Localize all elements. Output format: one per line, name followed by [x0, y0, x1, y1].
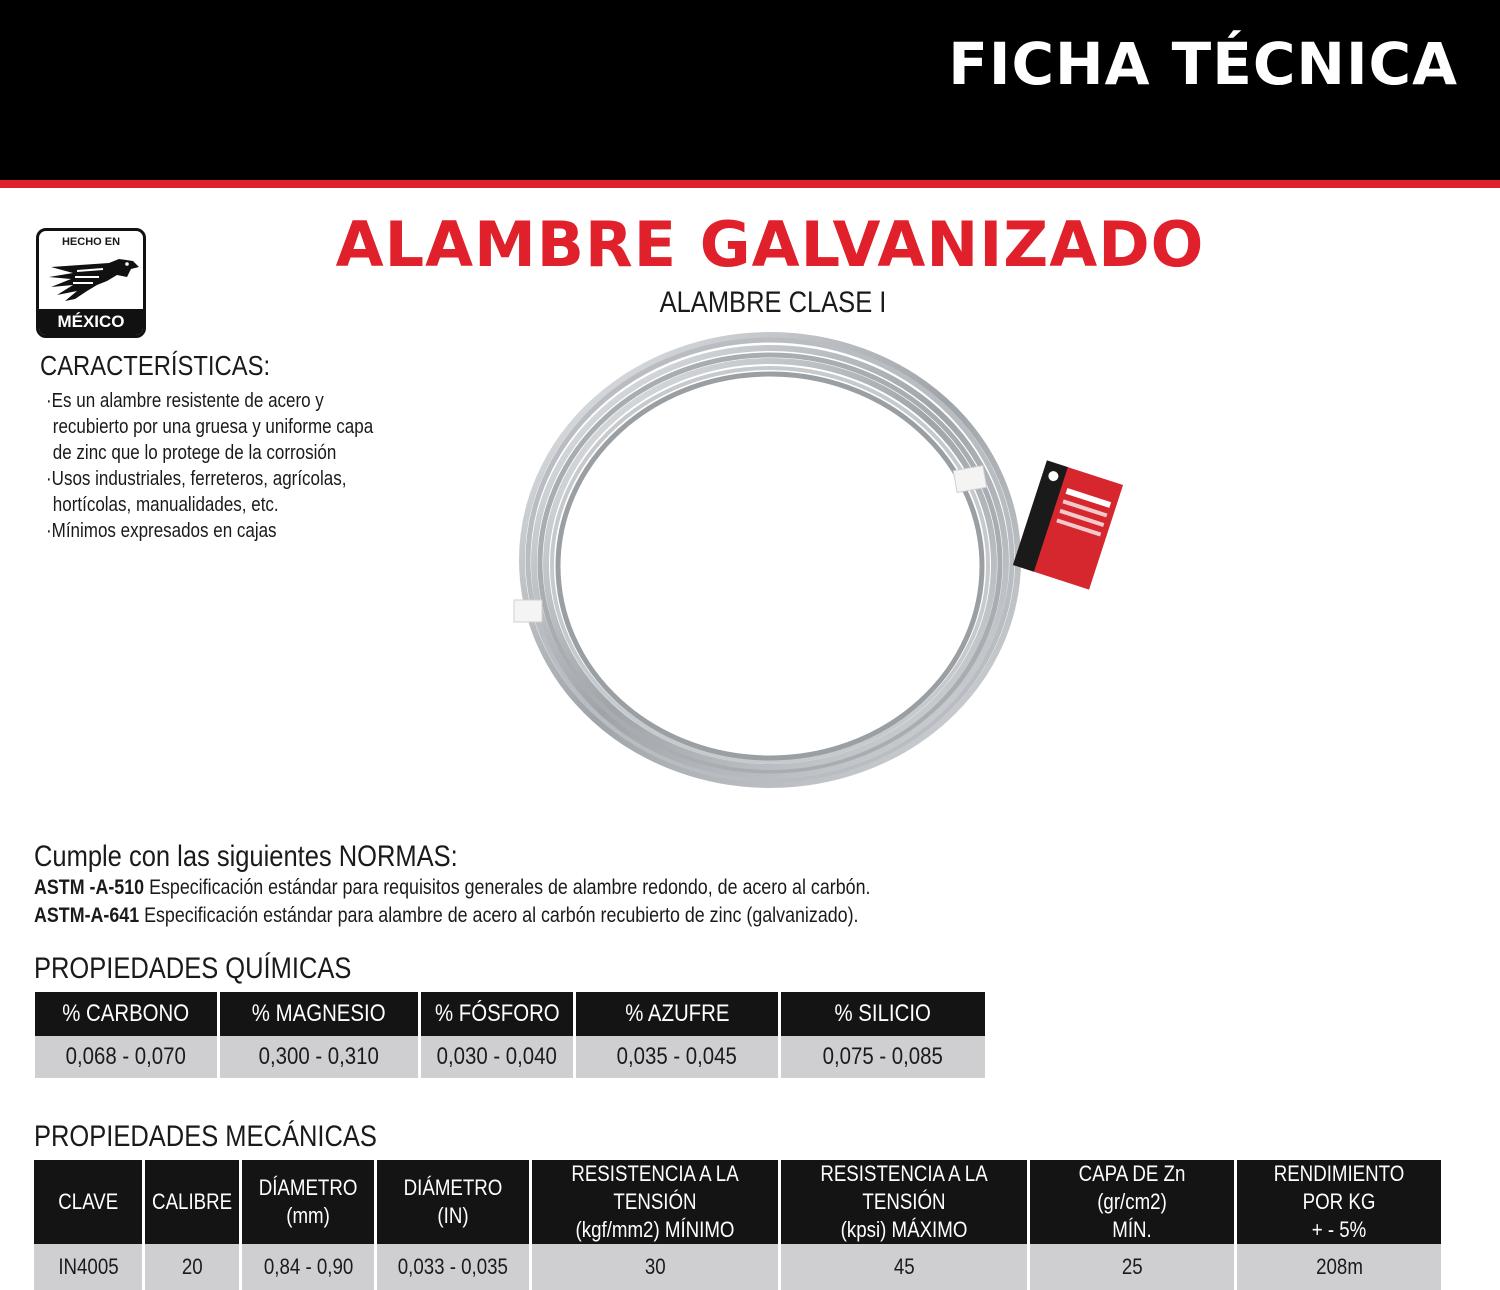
table-row	[34, 1244, 1441, 1290]
chemical-properties-table	[32, 992, 988, 1078]
column-header: DÍAMETRO (mm)	[242, 1160, 374, 1244]
badge-top-text: HECHO EN	[61, 236, 121, 248]
badge-bottom-text: MÉXICO	[39, 309, 143, 335]
table-header-row	[35, 992, 985, 1036]
norm-line	[34, 904, 859, 928]
table-cell: 45	[781, 1244, 1027, 1290]
column-header: % AZUFRE	[576, 992, 778, 1036]
product-subtitle: ALAMBRE CLASE I	[659, 286, 887, 319]
table-cell: 30	[532, 1244, 778, 1290]
table-cell: 25	[1030, 1244, 1234, 1290]
column-header: CLAVE	[34, 1160, 142, 1244]
table-header-row	[34, 1160, 1441, 1244]
table-cell: 0,068 - 0,070	[35, 1036, 217, 1078]
table-cell: 0,300 - 0,310	[220, 1036, 418, 1078]
table-cell: 20	[145, 1244, 239, 1290]
features-list	[46, 388, 386, 544]
table-row	[35, 1036, 985, 1078]
column-header: % MAGNESIO	[220, 992, 418, 1036]
mechanical-properties-title: PROPIEDADES MECÁNICAS	[34, 1120, 377, 1153]
feature-item: · Es un alambre resistente de acero y recubierto por una gruesa y uniforme capa de zinc que lo protege de la corrosión	[46, 388, 386, 466]
table-cell: IN4005	[34, 1244, 142, 1290]
column-header: % FÓSFORO	[421, 992, 573, 1036]
table-cell: 0,035 - 0,045	[576, 1036, 778, 1078]
table-cell: 208m	[1237, 1244, 1441, 1290]
feature-item: · Usos industriales, ferreteros, agrícolas, hortícolas, manualidades, etc.	[46, 466, 386, 518]
header-red-stripe	[0, 180, 1500, 188]
norm-code: ASTM-A-641	[34, 904, 140, 927]
table-cell: 0,075 - 0,085	[781, 1036, 985, 1078]
column-header: % CARBONO	[35, 992, 217, 1036]
column-header: RESISTENCIA A LA TENSIÓN (kpsi) MÁXIMO	[781, 1160, 1027, 1244]
column-header: CAPA DE Zn (gr/cm2) MÍN.	[1030, 1160, 1234, 1244]
product-title: ALAMBRE GALVANIZADO	[335, 208, 1205, 281]
norm-line	[34, 876, 870, 900]
norm-text: Especificación estándar para requisitos generales de alambre redondo, de acero al carbón.	[149, 876, 871, 899]
feature-item: · Mínimos expresados en cajas	[46, 518, 386, 544]
column-header: % SILICIO	[781, 992, 985, 1036]
table-cell: 0,030 - 0,040	[421, 1036, 573, 1078]
column-header: RESISTENCIA A LA TENSIÓN (kgf/mm2) MÍNIMO	[532, 1160, 778, 1244]
column-header: RENDIMIENTO POR KG + - 5%	[1237, 1160, 1441, 1244]
norms-title: Cumple con las siguientes NORMAS:	[34, 840, 458, 873]
column-header: CALIBRE	[145, 1160, 239, 1244]
table-cell: 0,84 - 0,90	[242, 1244, 374, 1290]
wire-coil-image	[500, 320, 1140, 800]
header-title: FICHA TÉCNICA	[948, 30, 1458, 98]
norm-text: Especificación estándar para alambre de acero al carbón recubierto de zinc (galvanizado).	[144, 904, 859, 927]
norm-code: ASTM -A-510	[34, 876, 145, 899]
mechanical-properties-table	[31, 1160, 1444, 1290]
features-title: CARACTERÍSTICAS:	[40, 350, 271, 381]
chemical-properties-title: PROPIEDADES QUÍMICAS	[34, 952, 352, 985]
column-header: DIÁMETRO (IN)	[377, 1160, 529, 1244]
table-cell: 0,033 - 0,035	[377, 1244, 529, 1290]
